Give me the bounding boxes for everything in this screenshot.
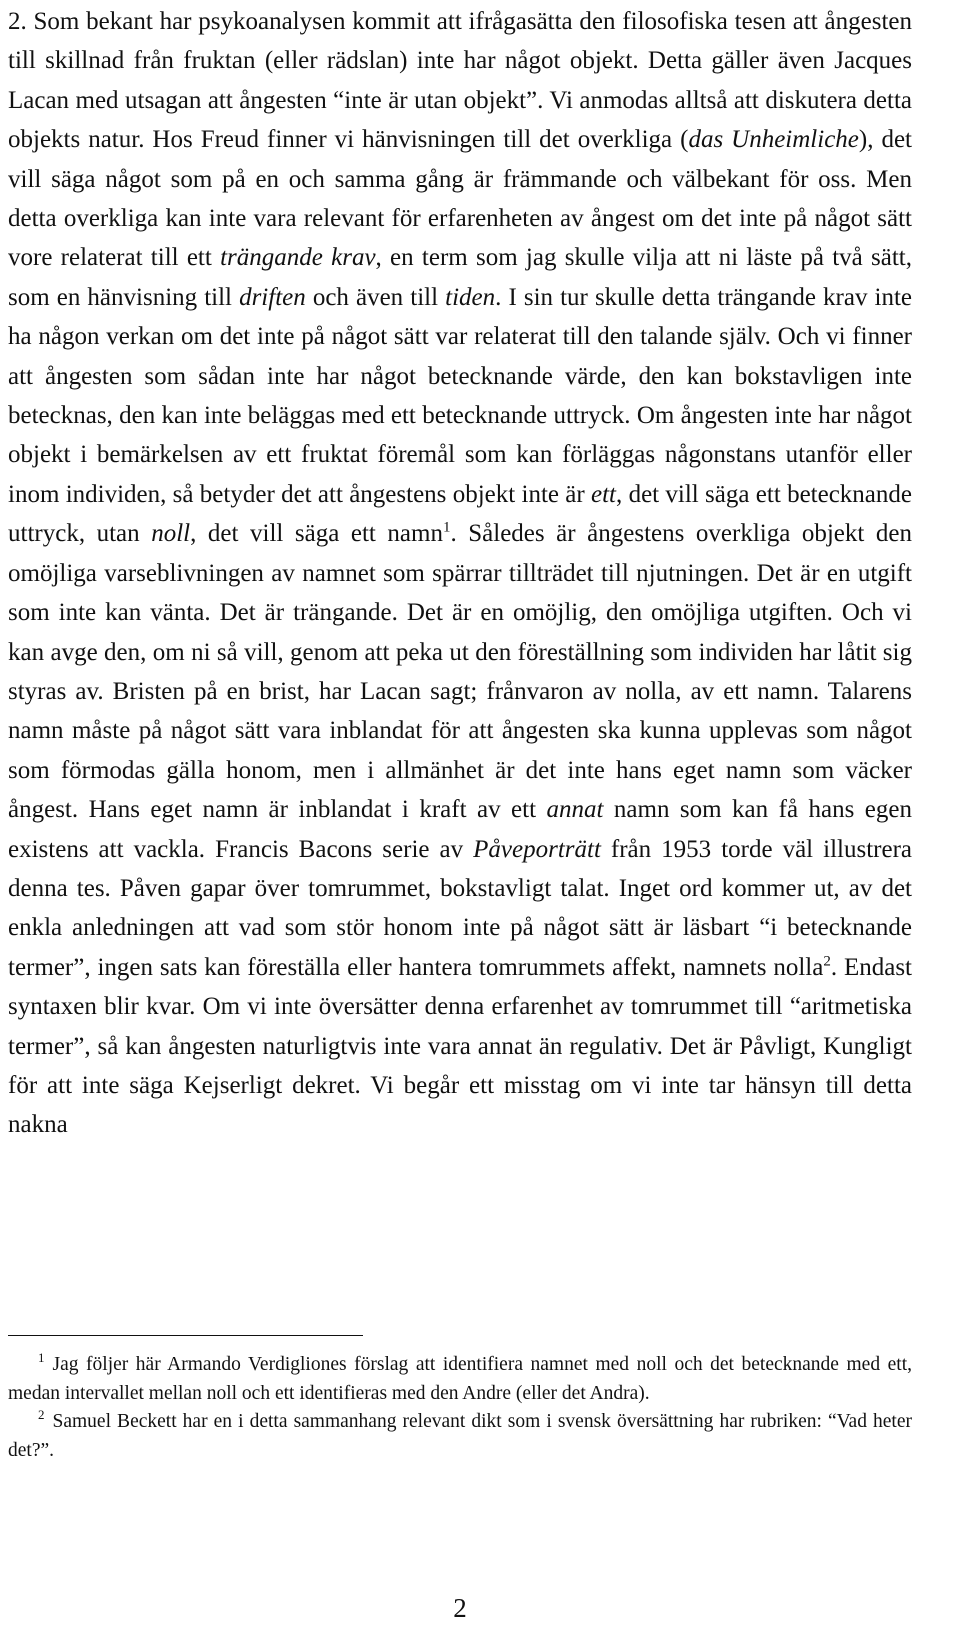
text-run: 2. Som bekant har psykoanalysen kommit att ifrågasätta den filosofiska tesen att ångesten till skillnad från fruktan (eller rädslan) inte har något objekt. Detta gäller även Jacques Lacan med utsagan att ångesten “inte är utan objekt”. Vi anmodas alltså att diskutera detta objekts natur. Hos Freud finner vi hänvisningen till det overkliga ( bbox=[8, 8, 912, 154]
text-run: . Således är ångestens overkliga objekt den omöjliga varseblivningen av namnet som spärrar tillträdet till njutningen. Det är en utgift som inte kan vänta. Det är trängande. Det är en omöjlig, den omöjliga utgiften. Och vi kan avge den, om ni så vill, genom att peka ut den föreställning som individen har låtit sig styras av. Bristen på en brist, har Lacan sagt; frånvaron av nolla, av ett namn. Talarens namn måste på något sätt vara inblandat för att ångesten ska kunna upplevas som något som förmodas gälla honom, men i allmänhet är det inte hans eget namn som väcker ångest. Hans eget namn är inblandat i kraft av ett bbox=[8, 520, 912, 824]
page-number: 2 bbox=[453, 1593, 467, 1623]
body-paragraph bbox=[8, 0, 912, 1145]
text-run: , det vill säga ett namn bbox=[190, 520, 443, 548]
text-run: . I sin tur skulle detta trängande krav inte ha någon verkan om det inte på något sätt var relaterat till den talande själv. Och vi finner att ångesten som sådan inte har något betecknande värde, den kan bokstavligen inte betecknas, den kan inte beläggas med ett betecknande uttryck. Om ångesten inte har något objekt i bemärkelsen av ett fruktat föremål som kan förläggas någonstans utanför eller inom individen, så betyder det att ångestens objekt inte är bbox=[8, 283, 913, 508]
text-run: ), det vill säga något som på en och samma gång är främmande och välbekant för oss. Men detta overkliga kan inte vara relevant för erfarenheten av ångest om det inte på något sätt vore relaterat till ett bbox=[8, 126, 912, 272]
footnote-separator bbox=[8, 1335, 363, 1336]
text-run: , en term som jag skulle vilja att ni läste på två sätt, som en hänvisning till bbox=[8, 244, 912, 311]
footnote-2: 2 Samuel Beckett har en i detta sammanhang relevant dikt som i svensk översättning har rubriken: “Vad heter det?”. bbox=[8, 1407, 912, 1461]
footnote-ref-1[interactable]: 1 bbox=[442, 519, 451, 536]
italic-term-annat: annat bbox=[546, 796, 604, 824]
footnote-text-1: Jag följer här Armando Verdigliones förslag att identifiera namnet med noll och det betecknande med ett, medan intervallet mellan noll och ett identifieras med den Andre (eller det Andra). bbox=[8, 1354, 912, 1404]
footnote-ref-2[interactable]: 2 bbox=[823, 953, 831, 970]
italic-term-krav: trängande krav bbox=[220, 244, 376, 272]
document-page bbox=[8, 0, 913, 1623]
italic-term-unheimliche: das Unheimliche bbox=[688, 126, 859, 154]
footnote-text-2: Samuel Beckett har en i detta sammanhang relevant dikt som i svensk översättning har rubriken: “Vad heter det?”. bbox=[8, 1411, 912, 1461]
text-run: namn som kan få hans egen existens att vackla. Francis Bacons serie av bbox=[8, 796, 912, 863]
italic-term-driften: driften bbox=[239, 283, 306, 311]
italic-term-tiden: tiden bbox=[445, 283, 496, 311]
italic-term-noll: noll bbox=[151, 520, 191, 548]
footnotes bbox=[8, 1351, 912, 1465]
text-run: . Endast syntaxen blir kvar. Om vi inte översätter denna erfarenhet av tomrummet till “aritmetiska termer”, så kan ångesten naturligtvis inte vara annat än regulativ. Det är Påvligt, Kungligt för att inte säga Kejserligt dekret. Vi begår ett misstag om vi inte tar hänsyn till detta nakna bbox=[8, 953, 912, 1139]
italic-title-paveportratt: Påveporträtt bbox=[473, 835, 601, 863]
footnote-1: 1 Jag följer här Armando Verdigliones förslag att identifiera namnet med noll och det betecknande med ett, medan intervallet mellan noll och ett identifieras med den Andre (eller det Andra). bbox=[8, 1350, 912, 1404]
text-run: och även till bbox=[305, 283, 446, 311]
text-run: , det vill säga ett betecknande uttryck, utan bbox=[8, 480, 912, 548]
italic-term-ett: ett bbox=[591, 480, 617, 508]
text-run: från 1953 torde väl illustrera denna tes. Påven gapar över tomrummet, bokstavligt talat. Inget ord kommer ut, av det enkla anledningen att vad som stör honom inte på något sätt är läsbart “i betecknande termer”, ingen sats kan föreställa eller hantera tomrummets affekt, namnets nolla bbox=[8, 835, 912, 981]
